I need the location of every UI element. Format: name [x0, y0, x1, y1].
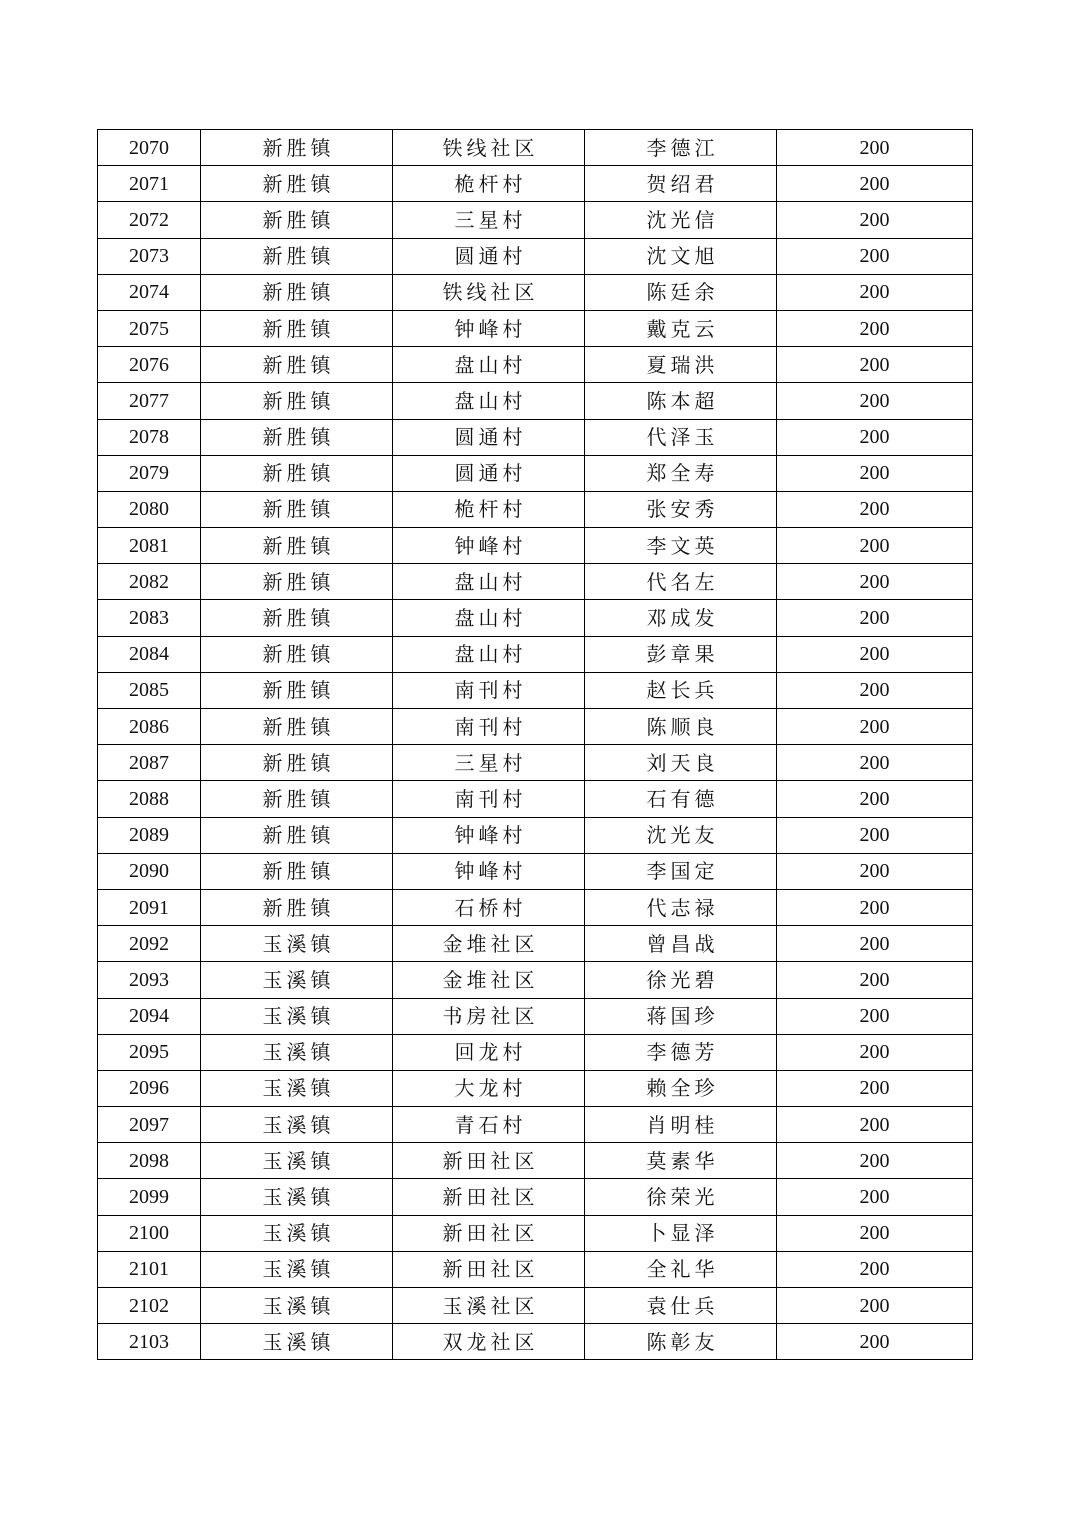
cell-village: 南刊村	[393, 672, 585, 708]
table-row	[98, 130, 973, 166]
cell-village: 桅杆村	[393, 166, 585, 202]
cell-village: 南刊村	[393, 709, 585, 745]
cell-person-name: 张安秀	[585, 491, 777, 527]
cell-amount: 200	[777, 310, 973, 346]
cell-town: 新胜镇	[201, 889, 393, 925]
roster-table	[97, 129, 973, 1360]
cell-person-name: 代泽玉	[585, 419, 777, 455]
cell-amount: 200	[777, 998, 973, 1034]
cell-village: 新田社区	[393, 1251, 585, 1287]
table-row	[98, 455, 973, 491]
cell-serial-number: 2072	[98, 202, 201, 238]
cell-serial-number: 2097	[98, 1107, 201, 1143]
cell-town: 新胜镇	[201, 564, 393, 600]
cell-town: 新胜镇	[201, 709, 393, 745]
cell-town: 玉溪镇	[201, 1251, 393, 1287]
cell-village: 盘山村	[393, 636, 585, 672]
cell-person-name: 夏瑞洪	[585, 347, 777, 383]
cell-village: 新田社区	[393, 1143, 585, 1179]
cell-amount: 200	[777, 672, 973, 708]
cell-amount: 200	[777, 1107, 973, 1143]
cell-amount: 200	[777, 600, 973, 636]
cell-village: 三星村	[393, 202, 585, 238]
table-row	[98, 781, 973, 817]
cell-serial-number: 2079	[98, 455, 201, 491]
cell-person-name: 卜显泽	[585, 1215, 777, 1251]
cell-amount: 200	[777, 383, 973, 419]
table-row	[98, 817, 973, 853]
cell-village: 新田社区	[393, 1215, 585, 1251]
cell-town: 玉溪镇	[201, 1070, 393, 1106]
table-row	[98, 1143, 973, 1179]
cell-serial-number: 2070	[98, 130, 201, 166]
table-row	[98, 1107, 973, 1143]
cell-village: 圆通村	[393, 419, 585, 455]
cell-amount: 200	[777, 1179, 973, 1215]
cell-person-name: 陈顺良	[585, 709, 777, 745]
cell-village: 金堆社区	[393, 962, 585, 998]
cell-town: 新胜镇	[201, 383, 393, 419]
cell-amount: 200	[777, 1324, 973, 1360]
cell-amount: 200	[777, 889, 973, 925]
table-row	[98, 310, 973, 346]
cell-serial-number: 2092	[98, 926, 201, 962]
cell-town: 新胜镇	[201, 781, 393, 817]
cell-village: 钟峰村	[393, 817, 585, 853]
table-row	[98, 1070, 973, 1106]
table-row	[98, 926, 973, 962]
cell-serial-number: 2101	[98, 1251, 201, 1287]
cell-village: 南刊村	[393, 781, 585, 817]
table-row	[98, 962, 973, 998]
cell-person-name: 赵长兵	[585, 672, 777, 708]
cell-serial-number: 2088	[98, 781, 201, 817]
cell-amount: 200	[777, 853, 973, 889]
roster-table-body	[98, 130, 973, 1360]
cell-person-name: 莫素华	[585, 1143, 777, 1179]
cell-amount: 200	[777, 166, 973, 202]
cell-village: 双龙社区	[393, 1324, 585, 1360]
cell-village: 圆通村	[393, 455, 585, 491]
cell-serial-number: 2094	[98, 998, 201, 1034]
cell-amount: 200	[777, 1034, 973, 1070]
cell-village: 书房社区	[393, 998, 585, 1034]
table-row	[98, 274, 973, 310]
cell-amount: 200	[777, 709, 973, 745]
cell-amount: 200	[777, 491, 973, 527]
cell-village: 青石村	[393, 1107, 585, 1143]
cell-amount: 200	[777, 1251, 973, 1287]
cell-village: 钟峰村	[393, 310, 585, 346]
cell-serial-number: 2078	[98, 419, 201, 455]
cell-village: 盘山村	[393, 600, 585, 636]
cell-village: 盘山村	[393, 383, 585, 419]
cell-town: 新胜镇	[201, 817, 393, 853]
cell-village: 盘山村	[393, 564, 585, 600]
cell-person-name: 全礼华	[585, 1251, 777, 1287]
table-row	[98, 491, 973, 527]
cell-town: 玉溪镇	[201, 962, 393, 998]
cell-person-name: 陈廷余	[585, 274, 777, 310]
table-row	[98, 1288, 973, 1324]
cell-village: 三星村	[393, 745, 585, 781]
cell-town: 玉溪镇	[201, 998, 393, 1034]
cell-town: 玉溪镇	[201, 1107, 393, 1143]
cell-amount: 200	[777, 962, 973, 998]
table-row	[98, 709, 973, 745]
cell-person-name: 曾昌战	[585, 926, 777, 962]
cell-village: 钟峰村	[393, 853, 585, 889]
cell-town: 玉溪镇	[201, 1288, 393, 1324]
cell-person-name: 郑全寿	[585, 455, 777, 491]
table-row	[98, 1251, 973, 1287]
cell-town: 玉溪镇	[201, 1143, 393, 1179]
table-row	[98, 1179, 973, 1215]
cell-person-name: 陈彰友	[585, 1324, 777, 1360]
cell-serial-number: 2073	[98, 238, 201, 274]
cell-amount: 200	[777, 781, 973, 817]
cell-serial-number: 2086	[98, 709, 201, 745]
cell-serial-number: 2084	[98, 636, 201, 672]
cell-person-name: 肖明桂	[585, 1107, 777, 1143]
cell-amount: 200	[777, 419, 973, 455]
cell-person-name: 徐光碧	[585, 962, 777, 998]
cell-person-name: 蒋国珍	[585, 998, 777, 1034]
cell-town: 新胜镇	[201, 166, 393, 202]
cell-amount: 200	[777, 1070, 973, 1106]
cell-town: 新胜镇	[201, 600, 393, 636]
cell-serial-number: 2080	[98, 491, 201, 527]
cell-person-name: 袁仕兵	[585, 1288, 777, 1324]
cell-serial-number: 2087	[98, 745, 201, 781]
cell-amount: 200	[777, 564, 973, 600]
cell-serial-number: 2076	[98, 347, 201, 383]
cell-person-name: 李国定	[585, 853, 777, 889]
cell-village: 大龙村	[393, 1070, 585, 1106]
cell-village: 盘山村	[393, 347, 585, 383]
cell-person-name: 沈光信	[585, 202, 777, 238]
table-row	[98, 528, 973, 564]
cell-person-name: 陈本超	[585, 383, 777, 419]
cell-amount: 200	[777, 347, 973, 383]
cell-amount: 200	[777, 274, 973, 310]
cell-serial-number: 2099	[98, 1179, 201, 1215]
cell-amount: 200	[777, 130, 973, 166]
cell-person-name: 代志禄	[585, 889, 777, 925]
cell-town: 新胜镇	[201, 274, 393, 310]
table-row	[98, 1034, 973, 1070]
cell-amount: 200	[777, 528, 973, 564]
cell-town: 新胜镇	[201, 419, 393, 455]
cell-serial-number: 2083	[98, 600, 201, 636]
cell-amount: 200	[777, 455, 973, 491]
table-row	[98, 419, 973, 455]
table-row	[98, 745, 973, 781]
cell-town: 新胜镇	[201, 238, 393, 274]
cell-serial-number: 2074	[98, 274, 201, 310]
table-row	[98, 166, 973, 202]
cell-serial-number: 2100	[98, 1215, 201, 1251]
cell-person-name: 徐荣光	[585, 1179, 777, 1215]
cell-person-name: 邓成发	[585, 600, 777, 636]
cell-serial-number: 2071	[98, 166, 201, 202]
cell-amount: 200	[777, 745, 973, 781]
cell-serial-number: 2089	[98, 817, 201, 853]
cell-person-name: 沈光友	[585, 817, 777, 853]
cell-person-name: 贺绍君	[585, 166, 777, 202]
cell-amount: 200	[777, 636, 973, 672]
cell-serial-number: 2102	[98, 1288, 201, 1324]
cell-person-name: 李文英	[585, 528, 777, 564]
cell-serial-number: 2098	[98, 1143, 201, 1179]
cell-town: 玉溪镇	[201, 1034, 393, 1070]
cell-amount: 200	[777, 238, 973, 274]
cell-village: 钟峰村	[393, 528, 585, 564]
cell-serial-number: 2091	[98, 889, 201, 925]
cell-village: 玉溪社区	[393, 1288, 585, 1324]
cell-person-name: 李德江	[585, 130, 777, 166]
cell-village: 铁线社区	[393, 274, 585, 310]
cell-town: 玉溪镇	[201, 1215, 393, 1251]
cell-serial-number: 2085	[98, 672, 201, 708]
table-row	[98, 1324, 973, 1360]
cell-town: 新胜镇	[201, 636, 393, 672]
cell-serial-number: 2081	[98, 528, 201, 564]
cell-amount: 200	[777, 1288, 973, 1324]
table-row	[98, 1215, 973, 1251]
cell-town: 新胜镇	[201, 528, 393, 564]
cell-town: 新胜镇	[201, 347, 393, 383]
cell-village: 金堆社区	[393, 926, 585, 962]
table-row	[98, 636, 973, 672]
cell-serial-number: 2093	[98, 962, 201, 998]
cell-person-name: 彭章果	[585, 636, 777, 672]
cell-town: 玉溪镇	[201, 926, 393, 962]
cell-serial-number: 2095	[98, 1034, 201, 1070]
table-row	[98, 347, 973, 383]
table-row	[98, 202, 973, 238]
cell-person-name: 代名左	[585, 564, 777, 600]
cell-town: 新胜镇	[201, 310, 393, 346]
cell-serial-number: 2096	[98, 1070, 201, 1106]
cell-person-name: 李德芳	[585, 1034, 777, 1070]
cell-town: 新胜镇	[201, 853, 393, 889]
table-row	[98, 383, 973, 419]
cell-village: 桅杆村	[393, 491, 585, 527]
cell-person-name: 石有德	[585, 781, 777, 817]
cell-serial-number: 2082	[98, 564, 201, 600]
table-row	[98, 600, 973, 636]
table-row	[98, 564, 973, 600]
cell-serial-number: 2090	[98, 853, 201, 889]
cell-village: 圆通村	[393, 238, 585, 274]
table-row	[98, 998, 973, 1034]
cell-serial-number: 2075	[98, 310, 201, 346]
cell-town: 玉溪镇	[201, 1324, 393, 1360]
cell-town: 玉溪镇	[201, 1179, 393, 1215]
table-row	[98, 853, 973, 889]
cell-village: 铁线社区	[393, 130, 585, 166]
cell-town: 新胜镇	[201, 455, 393, 491]
table-row	[98, 889, 973, 925]
cell-amount: 200	[777, 1143, 973, 1179]
cell-serial-number: 2103	[98, 1324, 201, 1360]
cell-town: 新胜镇	[201, 672, 393, 708]
cell-village: 石桥村	[393, 889, 585, 925]
table-row	[98, 672, 973, 708]
cell-town: 新胜镇	[201, 130, 393, 166]
cell-town: 新胜镇	[201, 202, 393, 238]
cell-village: 回龙村	[393, 1034, 585, 1070]
cell-serial-number: 2077	[98, 383, 201, 419]
cell-amount: 200	[777, 202, 973, 238]
cell-amount: 200	[777, 1215, 973, 1251]
cell-village: 新田社区	[393, 1179, 585, 1215]
cell-person-name: 刘天良	[585, 745, 777, 781]
cell-person-name: 赖全珍	[585, 1070, 777, 1106]
cell-person-name: 沈文旭	[585, 238, 777, 274]
cell-town: 新胜镇	[201, 745, 393, 781]
cell-town: 新胜镇	[201, 491, 393, 527]
table-row	[98, 238, 973, 274]
cell-person-name: 戴克云	[585, 310, 777, 346]
cell-amount: 200	[777, 817, 973, 853]
cell-amount: 200	[777, 926, 973, 962]
